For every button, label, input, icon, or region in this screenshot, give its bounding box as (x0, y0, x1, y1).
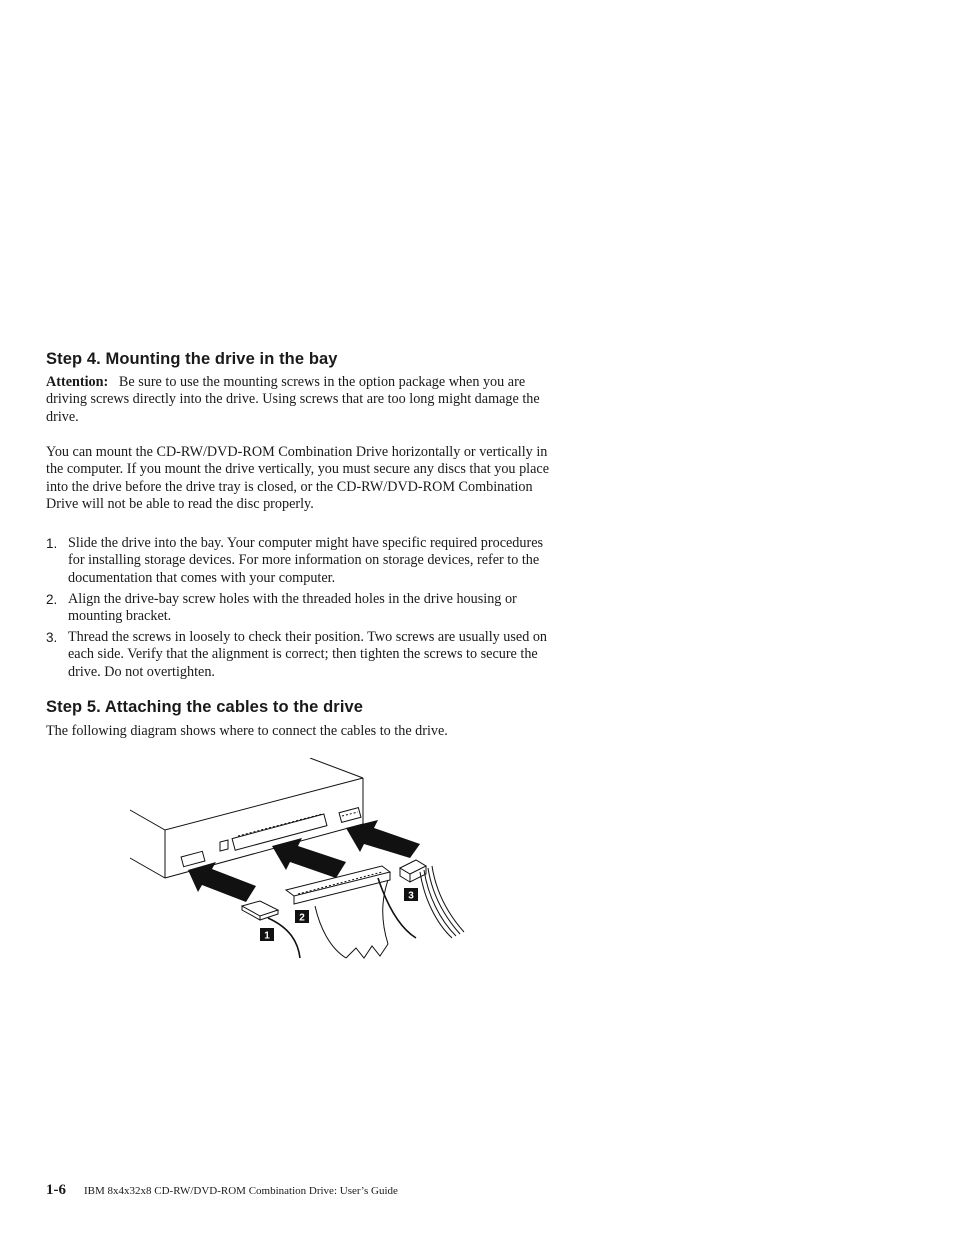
list-item (46, 591, 556, 626)
step5-heading: Step 5. Attaching the cables to the drive (46, 698, 364, 716)
list-item-text: Align the drive-bay screw holes with the threaded holes in the drive housing or mounting bracket. (68, 591, 517, 625)
attention-label: Attention: (46, 374, 109, 390)
attention-paragraph (46, 374, 556, 426)
list-item (46, 629, 556, 681)
list-item-number: 3. (46, 630, 58, 645)
callout-1-label: 1 (264, 930, 270, 942)
callout-3-label: 3 (408, 890, 414, 902)
list-item-text: Thread the screws in loosely to check their position. Two screws are usually used on each side. Verify that the alignment is correct; then tighten the screws to secure the drive. Do not overtighten. (68, 629, 548, 680)
mounting-intro: You can mount the CD-RW/DVD-ROM Combination Drive horizontally or vertically in the computer. If you mount the drive vertically, you must secure any discs that you place into the drive before the drive tray is closed, or the CD-RW/DVD-ROM Combination Drive will not be able to read the disc properly. (46, 444, 549, 512)
list-item-number: 2. (46, 592, 58, 607)
footer-title: IBM 8x4x32x8 CD-RW/DVD-ROM Combination Drive: User’s Guide (84, 1185, 398, 1197)
list-item (46, 535, 556, 587)
callout-3 (404, 888, 418, 902)
page-footer (46, 1181, 398, 1199)
page-number: 1-6 (46, 1182, 66, 1198)
callout-2 (295, 910, 309, 924)
list-item-number: 1. (46, 536, 58, 551)
attention-text: Be sure to use the mounting screws in the option package when you are driving screws directly into the drive. Using screws that are too long might damage the drive. (46, 374, 540, 425)
callout-1 (260, 928, 274, 942)
callout-2-label: 2 (299, 912, 305, 924)
cable-connection-diagram (120, 758, 480, 968)
list-item-text: Slide the drive into the bay. Your computer might have specific required procedures for installing storage devices. For more information on storage devices, refer to the documentation that comes with your computer. (68, 535, 544, 586)
cables-intro: The following diagram shows where to connect the cables to the drive. (46, 723, 448, 739)
step4-heading: Step 4. Mounting the drive in the bay (46, 350, 338, 368)
